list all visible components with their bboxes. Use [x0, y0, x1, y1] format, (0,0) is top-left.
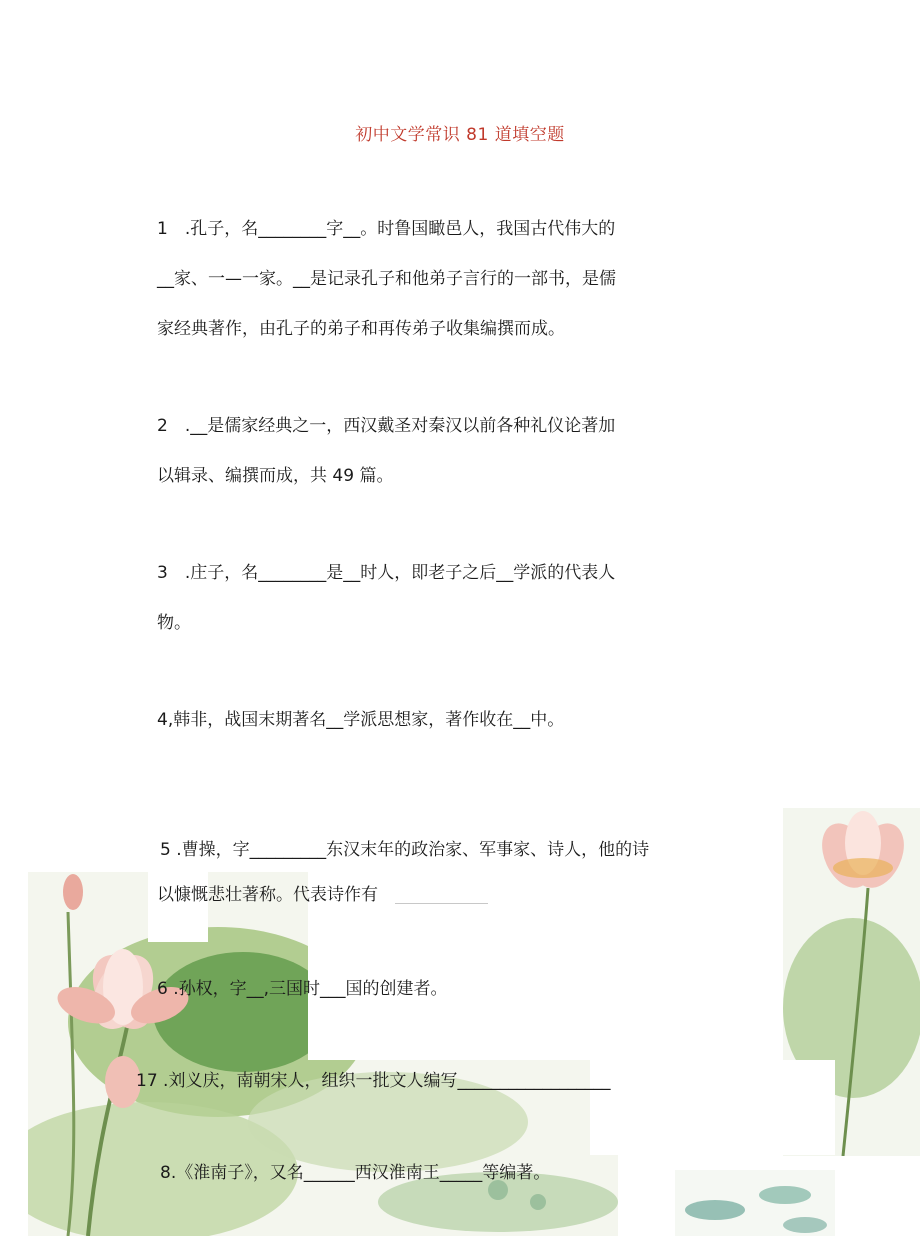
lily-pads-decoration-bottom — [675, 1170, 835, 1236]
question-5-line-2: 以慷慨悲壮著称。代表诗作有 — [157, 885, 378, 905]
question-3-line-2: 物。 — [157, 613, 191, 633]
question-1-line-1: 1 .孔子，名________字__。时鲁国瞰邑人，我国古代伟大的 — [157, 219, 616, 239]
paper-patch — [148, 872, 208, 942]
question-2-line-2: 以辑录、编撰而成，共 49 篇。 — [157, 466, 394, 486]
question-3-line-1: 3 .庄子，名________是__时人，即老子之后__学派的代表人 — [157, 563, 616, 583]
answer-blank-underline — [395, 903, 488, 904]
paper-patch — [590, 1060, 835, 1155]
question-8-line-1: 8.《淮南子》，又名______西汉淮南王_____等编著。 — [160, 1163, 551, 1183]
document-title: 初中文学常识 81 道填空题 — [355, 125, 565, 145]
question-5-line-1: 5 .曹操，字_________东汉末年的政治家、军事家、诗人，他的诗 — [160, 840, 650, 860]
question-7-line-1: 17 .刘义庆，南朝宋人，组织一批文人编写__________________ — [136, 1071, 611, 1091]
question-1-line-2: __家、一—一家。__是记录孔子和他弟子言行的一部书，是儒 — [157, 269, 616, 289]
paper-patch — [308, 872, 783, 1060]
question-2-line-1: 2 .__是儒家经典之一，西汉戴圣对秦汉以前各种礼仪论著加 — [157, 416, 616, 436]
question-6-line-1: 6 .孙权，字__,三国时___国的创建者。 — [157, 979, 448, 999]
question-1-line-3: 家经典著作，由孔子的弟子和再传弟子收集编撰而成。 — [157, 319, 565, 339]
question-4-line-1: 4,韩非，战国末期著名__学派思想家，著作收在__中。 — [157, 710, 565, 730]
